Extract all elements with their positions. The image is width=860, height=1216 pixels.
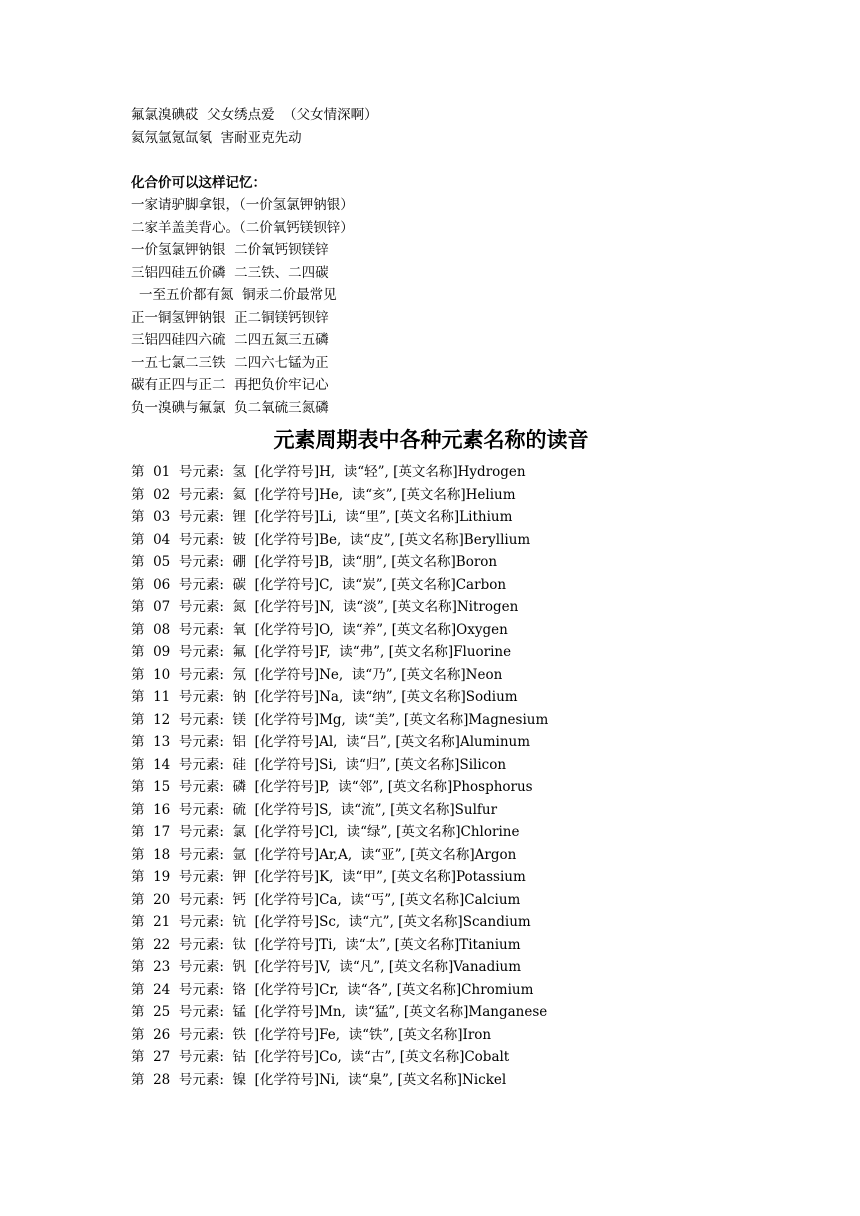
element-entry: 第 17 号元素: 氯 [化学符号]Cl, 读“绿”, [英文名称]Chlorine: [131, 824, 520, 840]
element-entry: 第 22 号元素: 钛 [化学符号]Ti, 读“太”, [英文名称]Titanium: [131, 936, 521, 953]
element-entry: 第 21 号元素: 钪 [化学符号]Sc, 读“亢”, [英文名称]Scandium: [131, 914, 531, 930]
element-entry: 第 25 号元素: 锰 [化学符号]Mn, 读“猛”, [英文名称]Manganese: [131, 1004, 548, 1020]
valence-line: 一家请驴脚拿银，（一价氢氯钾钠银）: [131, 197, 354, 213]
element-entry: 第 20 号元素: 钙 [化学符号]Ca, 读“丐”, [英文名称]Calcium: [131, 891, 521, 908]
element-entry: 第 18 号元素: 氩 [化学符号]Ar,A, 读“亚”, [英文名称]Argon: [131, 846, 517, 863]
element-entry: 第 12 号元素: 镁 [化学符号]Mg, 读“美”, [英文名称]Magnesium: [131, 711, 549, 728]
element-entry: 第 15 号元素: 磷 [化学符号]P, 读“邻”, [英文名称]Phosphorus: [131, 779, 533, 795]
valence-line: 碳有正四与正二 再把负价牢记心: [131, 377, 329, 393]
element-entry: 第 27 号元素: 钴 [化学符号]Co, 读“古”, [英文名称]Cobalt: [131, 1049, 510, 1065]
element-entry: 第 09 号元素: 氟 [化学符号]F, 读“弗”, [英文名称]Fluorine: [131, 644, 512, 660]
element-entry: 第 05 号元素: 硼 [化学符号]B, 读“朋”, [英文名称]Boron: [131, 554, 498, 570]
element-entry: 第 19 号元素: 钾 [化学符号]K, 读“甲”, [英文名称]Potassium: [131, 869, 526, 885]
valence-line: 负一溴碘与氟氯 负二氧硫三氮磷: [131, 399, 329, 416]
element-entry: 第 13 号元素: 铝 [化学符号]Al, 读“吕”, [英文名称]Aluminum: [131, 734, 531, 750]
element-entry: 第 06 号元素: 碳 [化学符号]C, 读“炭”, [英文名称]Carbon: [131, 576, 507, 593]
document-page: [131, 104, 771, 1091]
valence-title: 化合价可以这样记忆：: [131, 174, 266, 191]
element-entry: 第 01 号元素: 氢 [化学符号]H, 读“轻”, [英文名称]Hydrogen: [131, 464, 526, 480]
element-entry: 第 11 号元素: 钠 [化学符号]Na, 读“纳”, [英文名称]Sodium: [131, 689, 518, 705]
valence-line: 二家羊盖美背心。（二价氧钙镁钡锌）: [131, 219, 354, 236]
element-entry: 第 10 号元素: 氖 [化学符号]Ne, 读“乃”, [英文名称]Neon: [131, 666, 503, 683]
valence-line: 三铝四硅四六硫 二四五氮三五磷: [131, 332, 329, 348]
section-heading: 元素周期表中各种元素名称的读音: [273, 428, 589, 452]
element-entry: 第 14 号元素: 硅 [化学符号]Si, 读“归”, [英文名称]Silicon: [131, 756, 507, 773]
intro-line-noble-gases: 氦氖氩氪氙氡 害耐亚克先动: [131, 129, 302, 146]
element-entry: 第 02 号元素: 氦 [化学符号]He, 读“亥”, [英文名称]Helium: [131, 486, 516, 503]
element-entry: 第 03 号元素: 锂 [化学符号]Li, 读“里”, [英文名称]Lithium: [131, 509, 513, 525]
spacer: [131, 149, 771, 172]
element-entry: 第 16 号元素: 硫 [化学符号]S, 读“流”, [英文名称]Sulfur: [131, 801, 498, 818]
element-entry: 第 28 号元素: 镍 [化学符号]Ni, 读“臬”, [英文名称]Nickel: [131, 1071, 507, 1088]
element-entry: 第 04 号元素: 铍 [化学符号]Be, 读“皮”, [英文名称]Beryllium: [131, 531, 531, 548]
valence-line: 三铝四硅五价磷 二三铁、二四碳: [131, 264, 329, 281]
valence-line: 一五七氯二三铁 二四六七锰为正: [131, 354, 329, 371]
element-list: [131, 461, 771, 1091]
element-entry: 第 24 号元素: 铬 [化学符号]Cr, 读“各”, [英文名称]Chromium: [131, 981, 534, 998]
valence-line: 一至五价都有氮 铜汞二价最常见: [139, 287, 337, 303]
valence-line: 正一铜氢钾钠银 正二铜镁钙钡锌: [131, 309, 329, 326]
element-entry: 第 26 号元素: 铁 [化学符号]Fe, 读“铁”, [英文名称]Iron: [131, 1026, 492, 1043]
element-entry: 第 23 号元素: 钒 [化学符号]V, 读“凡”, [英文名称]Vanadium: [131, 959, 522, 975]
intro-line-halogens: 氟氯溴碘砹 父女绣点爱 （父女情深啊）: [131, 107, 378, 123]
element-entry: 第 08 号元素: 氧 [化学符号]O, 读“养”, [英文名称]Oxygen: [131, 621, 508, 638]
element-entry: 第 07 号元素: 氮 [化学符号]N, 读“淡”, [英文名称]Nitrogen: [131, 599, 519, 615]
valence-line: 一价氢氯钾钠银 二价氧钙钡镁锌: [131, 242, 329, 258]
